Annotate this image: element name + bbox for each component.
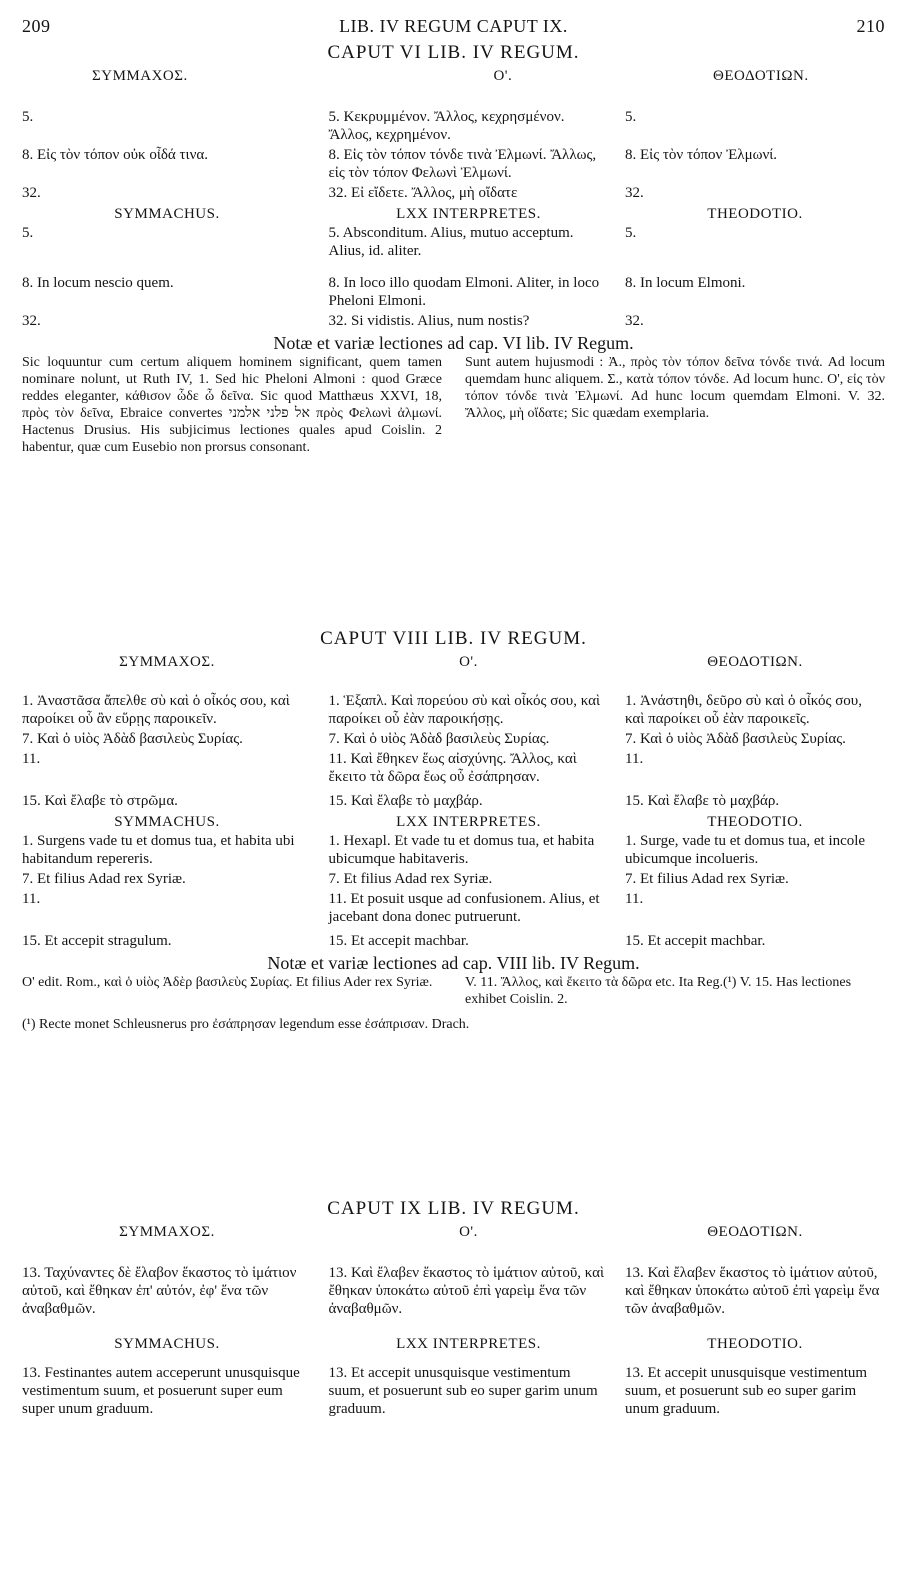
verse-cell: 7. Et filius Adad rex Syriæ. — [625, 871, 789, 887]
verse-cell: 7. Καὶ ὁ υἱὸς Ἀδὰδ βασιλεὺς Συρίας. — [625, 731, 846, 747]
verse-cell: 8. Εἰς τὸν τόπον οὐκ οἶδά τινα. — [22, 147, 208, 163]
verse-cell: 32. — [22, 185, 41, 201]
verse-cell: 7. Et filius Adad rex Syriæ. — [22, 871, 186, 887]
footnote: (¹) Recte monet Schleusnerus pro ἐσάπρησαν legendum esse ἐσάπρισαν. Drach. — [22, 1017, 470, 1032]
head-lxx-latin: LXX INTERPRETES. — [396, 814, 541, 830]
latin-column-heads — [22, 1334, 885, 1354]
chapter-title: CAPUT IX LIB. IV REGUM. — [327, 1198, 580, 1219]
verse-cell: 13. Et accepit unusquisque vestimentum suum, et posuerunt sub eo super garim unum graduum. — [625, 1365, 868, 1417]
head-lxx-latin: LXX INTERPRETES. — [396, 1336, 541, 1352]
verse-cell: 11. — [625, 891, 644, 907]
verse-cell: 1. Surge, vade tu et domus tua, et incole ubicumque incolueris. — [625, 833, 866, 867]
head-theodotion-greek: ΘΕΟΔΟΤΙΩΝ. — [707, 1224, 803, 1240]
verse-cell: 8. Εἰς τὸν τόπον Ἐλμωνί. — [625, 147, 778, 163]
verse-row — [22, 932, 885, 950]
verse-cell: 15. Καὶ ἔλαβε τὸ μαχβάρ. — [625, 793, 780, 809]
running-head — [22, 16, 885, 42]
verse-cell: 7. Καὶ ὁ υἱὸς Ἀδὰδ βασιλεὺς Συρίας. — [22, 731, 243, 747]
verse-row — [22, 224, 885, 260]
head-theodotio-latin: THEODOTIO. — [707, 814, 803, 830]
verse-row — [22, 730, 885, 748]
running-title: LIB. IV REGUM CAPUT IX. — [339, 16, 568, 36]
verse-cell: 1. Hexapl. Et vade tu et domus tua, et habita ubicumque habitaveris. — [328, 833, 595, 867]
notes-left: Sic loquuntur cum certum aliquem hominem significant, quem tamen nominare nolunt, ut Ruth IV, 1. Sed hic Pheloni Almoni : quod Græce reddes eleganter, κάθισον ὧδε ὦ δεῖνα. Sic quod Matthæus XXVI, 18, πρὸς τὸν δεῖνα, Ebraice convertes אל פלני אלמני πρὸς Φελωνὶ ἀλμωνί. Hactenus Drusius. His subjicimus lectiones quales apud Coislin. 2 habentur, quæ cum Eusebio non prorsus consonant. — [22, 355, 442, 455]
verse-cell: 15. Et accepit machbar. — [328, 933, 469, 949]
chapter-vi — [22, 42, 885, 456]
verse-row — [22, 274, 885, 310]
head-symmachus-greek: ΣΥΜΜΑΧΟΣ. — [119, 654, 215, 670]
notes-title: Notæ et variæ lectiones ad cap. VI lib. IV Regum. — [273, 333, 634, 353]
chapter-viii — [22, 628, 885, 1033]
verse-cell: 15. Καὶ ἔλαβε τὸ μαχβάρ. — [328, 793, 483, 809]
verse-cell: 11. Καὶ ἔθηκεν ἕως αἰσχύνης. Ἄλλος, καὶ ἔκειτο τὰ δῶρα ἕως οὗ ἐσάπρησαν. — [328, 751, 577, 785]
verse-cell: 7. Et filius Adad rex Syriæ. — [328, 871, 493, 887]
verse-cell: 1. Ἑξαπλ. Καὶ πορεύου σὺ καὶ οἶκός σου, καὶ παροίκει οὗ ἐὰν παροικήσῃς. — [328, 693, 601, 727]
greek-column-heads — [22, 66, 885, 86]
verse-row — [22, 692, 885, 728]
verse-cell: 5. Absconditum. Alius, mutuo acceptum. Alius, id. aliter. — [328, 225, 574, 259]
verse-cell: 11. — [625, 751, 644, 767]
head-symmachus-latin: SYMMACHUS. — [114, 814, 220, 830]
verse-cell: 13. Καὶ ἔλαβεν ἕκαστος τὸ ἱμάτιον αὐτοῦ, καὶ ἔθηκαν ὑποκάτω αὐτοῦ ἐπὶ γαρεὶμ ἕνα τῶν ἀναβαθμῶν. — [328, 1265, 605, 1317]
verse-cell: 1. Surgens vade tu et domus tua, et habita ubi habitandum repereris. — [22, 833, 295, 867]
verse-cell: 1. Ἀνάστηθι, δεῦρο σὺ καὶ ὁ οἶκός σου, καὶ παροίκει οὗ ἐὰν παροικεῖς. — [625, 693, 862, 727]
verse-row — [22, 312, 885, 330]
verse-cell: 32. Εἰ εἴδετε. Ἄλλος, μὴ οἴδατε — [328, 185, 518, 201]
head-symmachus-latin: SYMMACHUS. — [114, 206, 220, 222]
head-theodotion-greek: ΘΕΟΔΟΤΙΩΝ. — [707, 654, 803, 670]
verse-cell: 15. Et accepit stragulum. — [22, 933, 172, 949]
verse-cell: 13. Festinantes autem acceperunt unusquisque vestimentum suum, et posuerunt super eum super unum graduum. — [22, 1365, 300, 1417]
verse-cell: 13. Et accepit unusquisque vestimentum suum, et posuerunt sub eo super garim unum graduum. — [328, 1365, 598, 1417]
verse-cell: 8. In locum nescio quem. — [22, 275, 174, 291]
notes-left: Ο' edit. Rom., καὶ ὁ υἱὸς Ἀδὲρ βασιλεὺς Συρίας. Et filius Ader rex Syriæ. — [22, 975, 433, 990]
verse-cell: 32. — [22, 313, 41, 329]
verse-row — [22, 870, 885, 888]
verse-cell: 8. In loco illo quodam Elmoni. Aliter, in loco Pheloni Elmoni. — [328, 275, 600, 309]
head-theodotion-greek: ΘΕΟΔΟΤΙΩΝ. — [713, 68, 809, 84]
chapter-title: CAPUT VI LIB. IV REGUM. — [327, 42, 580, 63]
verse-cell: 8. In locum Elmoni. — [625, 275, 746, 291]
notes-title: Notæ et variæ lectiones ad cap. VIII lib. IV Regum. — [267, 953, 640, 973]
verse-cell: 1. Ἀναστᾶσα ἄπελθε σὺ καὶ ὁ οἶκός σου, καὶ παροίκει οὗ ἂν εὕρῃς παροικεῖν. — [22, 693, 290, 727]
page-number-right: 210 — [856, 16, 885, 36]
chapter-title: CAPUT VIII LIB. IV REGUM. — [320, 628, 587, 649]
verse-row — [22, 184, 885, 202]
verse-row — [22, 750, 885, 786]
verse-row — [22, 1364, 885, 1418]
verse-cell: 13. Καὶ ἔλαβεν ἕκαστος τὸ ἱμάτιον αὐτοῦ, καὶ ἔθηκαν ὑποκάτω αὐτοῦ ἐπὶ γαρεὶμ ἕνα τῶν ἀναβαθμῶν. — [625, 1265, 880, 1317]
head-symmachus-latin: SYMMACHUS. — [114, 1336, 220, 1352]
verse-row — [22, 108, 885, 144]
head-lxx-greek: Ο'. — [459, 654, 478, 670]
greek-column-heads — [22, 652, 885, 672]
verse-cell: 32. Si vidistis. Alius, num nostis? — [328, 313, 530, 329]
head-lxx-greek: Ο'. — [493, 68, 513, 84]
verse-cell: 5. — [625, 109, 637, 125]
verse-row — [22, 146, 885, 182]
verse-cell: 32. — [625, 313, 644, 329]
notes-right: Sunt autem hujusmodi : Ἀ., πρὸς τὸν τόπον δεῖνα τόνδε τινά. Ad locum quemdam hunc aliquem. Σ., κατὰ τόπον τόνδε. Ad locum hunc. Ο', εἰς τὸν τόπον τόνδε τινὰ Ἐλμωνί. Ad hunc locum quemdam Elmoni. V. 32. Ἄλλος, μὴ οἴδατε; Sic quædam exemplaria. — [465, 355, 885, 421]
head-lxx-latin: LXX INTERPRETES. — [396, 206, 541, 222]
verse-row — [22, 832, 885, 868]
notes-right: V. 11. Ἄλλος, καὶ ἔκειτο τὰ δῶρα etc. Ita Reg.(¹) V. 15. Has lectiones exhibet Coislin. 2. — [465, 975, 852, 1007]
head-theodotio-latin: THEODOTIO. — [707, 1336, 803, 1352]
verse-cell: 11. Et posuit usque ad confusionem. Alius, et jacebant dona donec putruerunt. — [328, 891, 600, 925]
verse-cell: 13. Ταχύναντες δὲ ἔλαβον ἕκαστος τὸ ἱμάτιον αὐτοῦ, καὶ ἔθηκαν ἐπ' αὐτόν, ἐφ' ἕνα τῶν ἀναβαθμῶν. — [22, 1265, 297, 1317]
verse-cell: 32. — [625, 185, 644, 201]
head-lxx-greek: Ο'. — [459, 1224, 478, 1240]
page-number-left: 209 — [22, 16, 51, 36]
verse-cell: 5. — [625, 225, 637, 241]
notes-columns — [22, 974, 885, 1008]
verse-cell: 5. — [22, 225, 34, 241]
verse-cell: 5. — [22, 109, 34, 125]
verse-cell: 7. Καὶ ὁ υἱὸς Ἀδὰδ βασιλεὺς Συρίας. — [328, 731, 550, 747]
head-symmachus-greek: ΣΥΜΜΑΧΟΣ. — [92, 68, 188, 84]
greek-column-heads — [22, 1222, 885, 1242]
verse-row — [22, 792, 885, 810]
verse-cell: 11. — [22, 891, 41, 907]
verse-cell: 8. Εἰς τὸν τόπον τόνδε τινὰ Ἐλμωνί. Ἄλλως, εἰς τὸν τόπον Φελωνὶ Ἐλμωνί. — [328, 147, 597, 181]
chapter-ix — [22, 1198, 885, 1420]
verse-row — [22, 1264, 885, 1318]
verse-cell: 15. Et accepit machbar. — [625, 933, 766, 949]
head-symmachus-greek: ΣΥΜΜΑΧΟΣ. — [119, 1224, 215, 1240]
verse-row — [22, 890, 885, 926]
latin-column-heads — [22, 812, 885, 832]
verse-cell: 5. Κεκρυμμένον. Ἄλλος, κεχρησμένον. Ἄλλος, κεχρημένον. — [328, 109, 565, 143]
verse-cell: 15. Καὶ ἔλαβε τὸ στρῶμα. — [22, 793, 178, 809]
latin-column-heads — [22, 204, 885, 224]
verse-cell: 11. — [22, 751, 41, 767]
head-theodotio-latin: THEODOTIO. — [707, 206, 803, 222]
notes-columns — [22, 354, 885, 456]
